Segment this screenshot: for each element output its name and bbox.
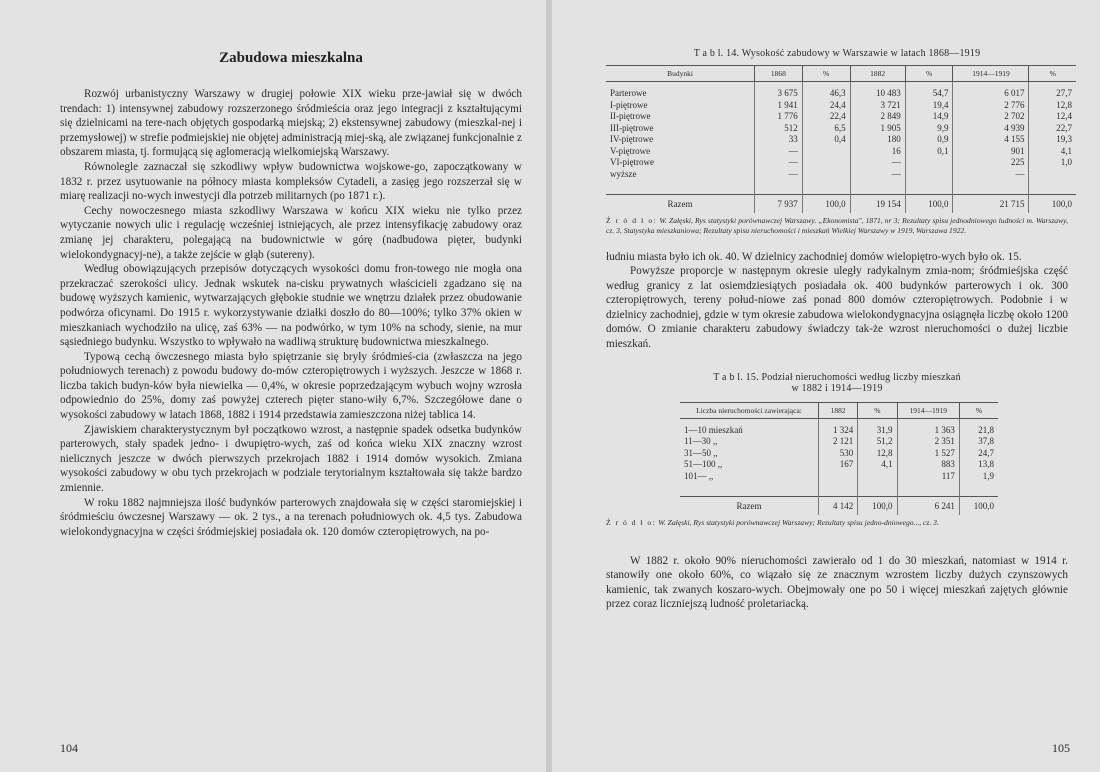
table-cell: 3 675 [755,88,803,100]
table-cell: 22,7 [1056,122,1072,133]
table-cell: 21,8 [978,424,994,435]
column-header: % [959,402,998,418]
total-cell: 6 241 [897,497,959,515]
table-cell: 51,2 [858,436,897,448]
paragraph: Typową cechą ówczesnego miasta było spiętrzanie się bryły śródmieś-cia (zwłaszcza na jego południowych terenach) z powodu budowy do-mów czteropiętrowych i wyższych. Jeszcze w 1868 r. liczba takich budyn-ków była niewielka — 0,4%, w okresie poprzedzającym wybuch wojny wzrosła odpowiednio do 25%, domy zaś powyżej czterech pięter stano-wiły 6,7%. Szczegółowe dane o wysokości zabudowy w latach 1868, 1882 i 1914 przedstawia zamieszczona niżej tablica 14. [60,350,522,422]
table-cell: 12,8 [858,448,897,460]
right-page [552,0,1100,772]
table15-source [606,518,1068,528]
table-cell: 4 155 [953,134,1029,146]
table-cell: II-piętrowe [606,111,755,123]
table-cell: 46,3 [802,88,850,100]
paragraph: Cechy nowoczesnego miasta szkodliwy Warszawa w końcu XIX wieku nie tylko przez wytyczanie nowych ulic i regulację wcześniej istniejących, ale przez intensyfikację zabudowy oraz zmianę jej charakteru, polegającą na budownictwie w górę (nadbudowa pięter, budynki wielokondygnacyj-ne), a także zejście w głąb (sutereny). [60,204,522,261]
left-page [0,0,548,772]
right-body-text-b [606,554,1068,612]
table-row [680,471,998,483]
table-row [680,425,998,437]
total-cell: 19 154 [850,195,905,213]
table-row [680,459,998,471]
table-cell: 0,9 [905,134,953,146]
table15-caption-line1: T a b l. 15. Podział nieruchomości według liczby mieszkań [713,371,961,383]
table-cell: 2 702 [953,111,1029,123]
table-cell: III-piętrowe [606,123,755,135]
table-row [606,123,1076,135]
table-cell: 225 [953,157,1029,169]
table-cell: 1 905 [850,123,905,135]
table-cell: 117 [897,471,959,483]
total-cell: Razem [680,497,819,515]
table-cell: 0,4 [802,134,850,146]
source-text: W. Załęski, Rys statystyki porównawczej Warszawy. „Ekonomista", 1871, nr 3; Rezultaty spisu jednodniowego ludności m. Warszawy, cz. 3, Statystyka mieszkaniowa; Rezultaty spisu nieruchomości i mieszkań Wielkiej Warszawy w 1919, Warszawa 1922. [606,215,1068,235]
table-cell: 4,1 [858,459,897,471]
total-cell: 21 715 [953,195,1029,213]
table-cell: Parterowe [606,88,755,100]
paragraph: Rozwój urbanistyczny Warszawy w drugiej połowie XIX wieku prze-jawiał się w dwóch trendach: 1) intensywnej zabudowy rozszerzonego śródmieścia oraz jego integracji z kształtującymi się dzielnicami na tere-nach objętych gospodarką miejską; 2) ekstensywnej zabudowy (mieszkal-nej i przemysłowej) w strefie podmiejskiej nie objętej administracją miej-ską, ale związanej funkcjonalnie z obszarem miasta, tj. formującą się aglomeracją wielkomiejską Warszawy. [60,88,522,159]
table-cell: — [953,169,1029,181]
table14 [606,65,1076,213]
table-cell: 12,4 [1056,111,1072,121]
table-row [606,100,1076,112]
table-cell: 883 [897,459,959,471]
total-cell: 4 142 [819,497,858,515]
table-cell: 22,4 [802,111,850,123]
table14-caption: T a b l. 14. Wysokość zabudowy w Warszawie w latach 1868—1919 [693,48,981,59]
table-cell: 530 [819,448,858,460]
spacer-row [680,482,998,497]
table-cell: 1 527 [897,448,959,460]
table-cell: 19,3 [1056,134,1072,144]
total-cell: 100,0 [802,195,850,213]
table-cell: 101— ,, [680,471,819,483]
left-body-text [60,87,522,539]
source-text: W. Załęski, Rys statystyki porównawczej Warszawy; Rezultaty spisu jedno-dniowego..., cz. 3. [658,517,939,527]
table-cell: 4 939 [953,123,1029,135]
total-cell: Razem [606,195,755,213]
table-cell: 4,1 [1060,145,1072,156]
table-cell: 2 121 [819,436,858,448]
table-cell [802,157,850,169]
table-cell: 1 776 [755,111,803,123]
table-cell: 19,4 [905,100,953,112]
table-cell: 0,1 [905,146,953,158]
paragraph: Według obowiązujących przepisów dotyczących wysokości domu fron-towego nie mogła ona przekraczać szerokości ulicy. Jednak wskutek na-cisku prywatnych właścicieli zgadzano się na budowę wyższych kamienic, wytwarzających głębokie studnie we wnętrzu działek przez obudowanie podwórza oficynami. Do 1915 r. wykorzystywanie działki doszło do 80—100%; tylko 37% okien w mieszkaniach wychodziło na ulicę, zaś 63% — na podwórko, w tym 10% na schody, sienie, na mur sąsiedniego budynku. Wszystko to wpływało na wadliwą strukturę budownictwa mieszkalnego. [60,263,522,349]
page-number-right: 105 [1052,741,1070,755]
table-cell: 2 849 [850,111,905,123]
table-cell: 1,9 [982,470,994,481]
total-row [680,497,998,515]
table-cell: 10 483 [850,88,905,100]
table-cell [858,471,897,483]
table-cell: 1 363 [897,425,959,437]
table-cell: 9,9 [905,123,953,135]
source-label: Ź r ó d ł o: [606,215,658,225]
table-row [606,169,1076,181]
column-header: 1868 [755,66,803,82]
total-cell: 7 937 [755,195,803,213]
table-cell: wyższe [606,169,755,181]
table-cell: 24,4 [802,100,850,112]
table-cell: 11—30 ,, [680,436,819,448]
total-cell: 100,0 [959,497,998,515]
column-header: % [858,402,897,418]
table-cell [1029,169,1076,181]
table-cell: 1,0 [1060,157,1072,167]
column-header: Budynki [606,66,755,82]
table-cell [905,169,953,181]
table-cell [819,471,858,483]
page-number-left: 104 [60,741,78,755]
table15 [680,402,998,515]
table-cell: 51—100 ,, [680,459,819,471]
column-header: % [802,66,850,82]
table-cell: — [755,157,803,169]
table-cell: 12,8 [1056,99,1072,110]
paragraph: Równolegle zaznaczał się szkodliwy wpływ budownictwa wojskowe-go, zapoczątkowany w 1832 r. przez usytuowanie na północy miasta kompleksów Cytadeli, a zasięg jego rozszerzał się w miarę realizacji no-wych inwestycji dla potrzeb militarnych (po 1871 r.). [60,160,522,203]
table-cell [905,157,953,169]
table-row [606,111,1076,123]
table-cell: V-piętrowe [606,146,755,158]
right-body-text-a [606,250,1068,352]
table-cell: 512 [755,123,803,135]
table-cell: — [850,169,905,181]
table-cell: 167 [819,459,858,471]
column-header: 1914—1919 [953,66,1029,82]
table-cell: 16 [850,146,905,158]
total-cell: 100,0 [905,195,953,213]
table-cell: 33 [755,134,803,146]
table-cell: 54,7 [905,88,953,100]
table-cell: 13,8 [978,459,994,470]
column-header: % [1029,66,1076,82]
table-cell: 1—10 mieszkań [680,425,819,437]
section-title: Zabudowa mieszkalna [219,50,363,66]
table-cell: 2 776 [953,100,1029,112]
paragraph: Powyższe proporcje w następnym okresie uległy radykalnym zmia-nom; śródmieśjska część według granicy z lat osiemdziesiątych posiadała ok. 400 budynków parterowych i ok. 300 czteropiętrowych, tereny połud-niowe zaś ponad 800 domów czteropiętrowych. Podobnie i w dzielnicy zachodniej, gdzie w tym okresie zabudowa wielokondygnacyjna osiągnęła liczbę około 1200 domów. O zmianie charakteru zabudowy świadczy tak-że wzrost nieruchomości o dużej liczbie mieszkań. [606,265,1068,351]
table-row [680,448,998,460]
table-cell: 3 721 [850,100,905,112]
column-header: 1882 [819,402,858,418]
table-cell [802,146,850,158]
table-cell: 37,8 [978,436,994,447]
paragraph: łudniu miasta było ich ok. 40. W dzielnicy zachodniej domów wielopiętro-wych było ok. 15. [606,250,1022,263]
table-cell: IV-piętrowe [606,134,755,146]
table-row [606,146,1076,158]
table-row [606,134,1076,146]
table-cell: I-piętrowe [606,100,755,112]
table-cell: — [850,157,905,169]
paragraph: W 1882 r. około 90% nieruchomości zawierało od 1 do 30 mieszkań, natomiast w 1914 r. stanowiły one około 60%, co wiązało się ze znacznym wzrostem liczby dużych czynszowych kamienic, tak zwanych koszaro-wych. Obejmowały one po 50 i więcej mieszkań zajętych głównie przez coraz liczniejszą ludność proletariacką. [606,554,1068,611]
total-cell: 100,0 [1029,195,1076,213]
table-cell: 1 324 [819,425,858,437]
column-header: % [905,66,953,82]
table-cell: 31—50 ,, [680,448,819,460]
column-header: 1914—1919 [897,402,959,418]
paragraph: Zjawiskiem charakterystycznym był początkowo wzrost, a następnie spadek odsetka budynków parterowych, stały spadek jedno- i dwupiętro-wych, zaś od końca wieku XIX znaczny wzrost nielicznych jeszcze w dwóch pierwszych przekrojach 1882 i 1914 domów wysokich. Zmiana wysokości zabudowy w obu tych przekrojach w podziale terytorialnym kształtowała się także bardzo zmiennie. [60,423,522,495]
table-cell: 1 941 [755,100,803,112]
total-cell: 100,0 [858,497,897,515]
table-cell: 180 [850,134,905,146]
table-cell: 27,7 [1056,88,1072,98]
table-cell: — [755,146,803,158]
table-row [606,157,1076,169]
table-cell: 2 351 [897,436,959,448]
table-row [680,436,998,448]
total-row [606,195,1076,213]
table-cell: — [755,169,803,181]
table-cell: 14,9 [905,111,953,123]
source-label: Ź r ó d ł o: [606,517,657,527]
table-cell: VI-piętrowe [606,157,755,169]
spacer-row [606,180,1076,195]
table-cell: 901 [953,146,1029,158]
table-cell: 24,7 [978,447,994,458]
table15-caption-line2: w 1882 i 1914—1919 [791,382,883,394]
table14-source [606,216,1068,236]
column-header: 1882 [850,66,905,82]
table-cell: 6,5 [802,123,850,135]
table-cell: 31,9 [858,425,897,437]
table-row [606,88,1076,100]
table-cell [802,169,850,181]
table-cell: 6 017 [953,88,1029,100]
paragraph: W roku 1882 najmniejsza ilość budynków parterowych znajdowała się w części staromiejskiej i śródmieściu ówczesnej Warszawy — ok. 2 tys., a na terenach południowych ok. 4,5 tys. Zabudowa wielokondygnacyjna w części śródmiejskiej posiadała ok. 120 domów czteropiętrowych, na po- [60,496,522,538]
column-header: Liczba nieruchomości zawierająca: [680,402,819,418]
